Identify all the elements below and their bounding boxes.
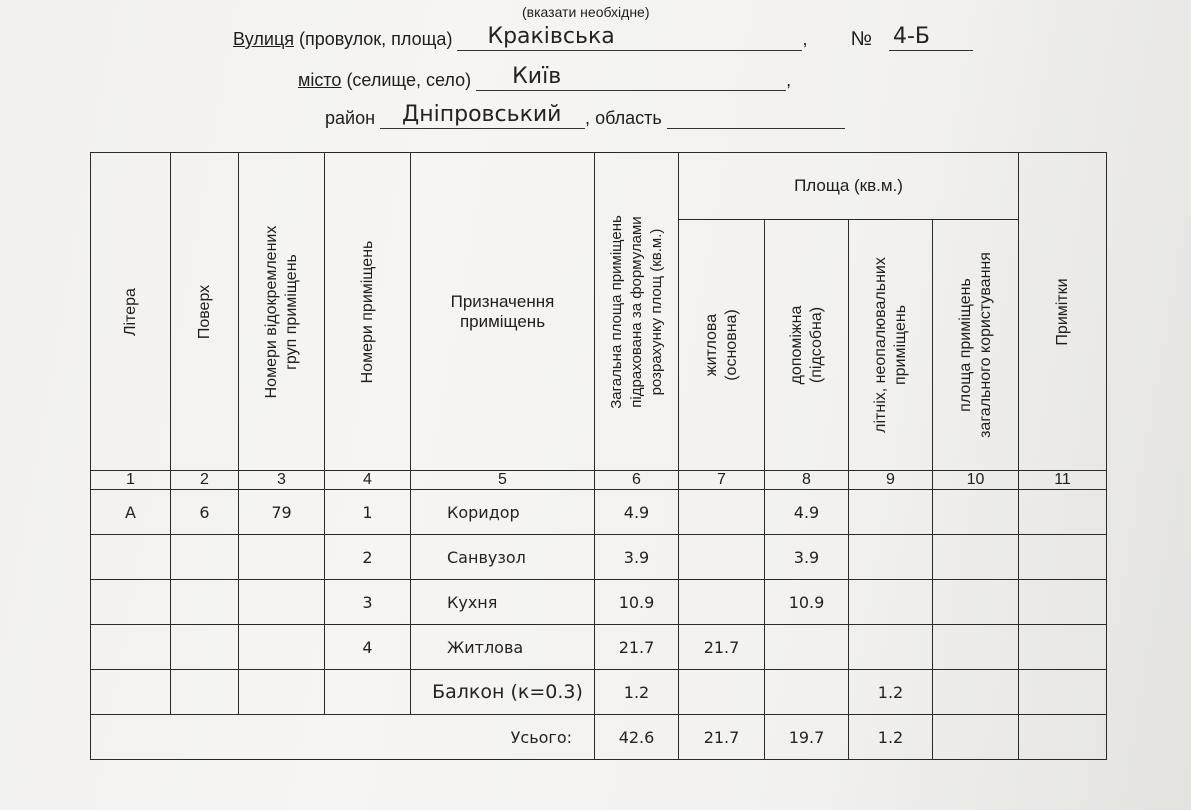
cell-floor — [171, 625, 239, 670]
col-header-litera: Літера — [91, 153, 171, 471]
total-summer: 1.2 — [849, 715, 933, 760]
total-area: 42.6 — [595, 715, 679, 760]
cell-group — [239, 625, 325, 670]
col-number: 11 — [1019, 471, 1107, 490]
cell-auxiliary: 3.9 — [765, 535, 849, 580]
cell-total: 10.9 — [595, 580, 679, 625]
cell-auxiliary — [765, 670, 849, 715]
street-label-rest: (провулок, площа) — [294, 29, 453, 49]
cell-purpose: Кухня — [411, 580, 595, 625]
col-number: 5 — [411, 471, 595, 490]
col-number: 10 — [933, 471, 1019, 490]
col-number: 1 — [91, 471, 171, 490]
cell-group — [239, 535, 325, 580]
total-label: Усього: — [91, 715, 595, 760]
col-header-living: житлова (основна) — [679, 220, 765, 471]
city-field — [476, 64, 786, 91]
cell-litera — [91, 535, 171, 580]
cell-total: 4.9 — [595, 490, 679, 535]
col-header-common: площа приміщень загального користування — [933, 220, 1019, 471]
table-row — [91, 625, 1107, 670]
cell-auxiliary — [765, 625, 849, 670]
street-field — [457, 24, 802, 51]
table-row — [91, 670, 1107, 715]
col-number: 6 — [595, 471, 679, 490]
cell-living — [679, 580, 765, 625]
total-living: 21.7 — [679, 715, 765, 760]
col-number: 2 — [171, 471, 239, 490]
cell-auxiliary: 4.9 — [765, 490, 849, 535]
cell-living — [679, 535, 765, 580]
cell-total: 3.9 — [595, 535, 679, 580]
city-line: місто (селище, село) Київ , — [298, 64, 792, 90]
col-number: 4 — [325, 471, 411, 490]
cell-purpose: Коридор — [411, 490, 595, 535]
cell-notes — [1019, 490, 1107, 535]
cell-purpose: Санвузол — [411, 535, 595, 580]
col-header-notes: Примітки — [1019, 153, 1107, 471]
cell-room: 1 — [325, 490, 411, 535]
cell-summer — [849, 490, 933, 535]
district-value: Дніпровський — [402, 102, 562, 127]
cell-floor: 6 — [171, 490, 239, 535]
col-number: 3 — [239, 471, 325, 490]
col-header-area-group: Площа (кв.м.) — [679, 153, 1019, 220]
district-line: район Дніпровський , область — [325, 106, 845, 129]
cell-common — [933, 580, 1019, 625]
cell-summer — [849, 580, 933, 625]
column-numbers-row — [91, 471, 1107, 490]
region-label: область — [595, 108, 662, 128]
cell-room — [325, 670, 411, 715]
city-value: Київ — [512, 64, 562, 89]
total-notes — [1019, 715, 1107, 760]
cell-floor — [171, 535, 239, 580]
header-note: (вказати необхідне) — [522, 4, 650, 20]
cell-floor — [171, 670, 239, 715]
district-field — [380, 102, 585, 129]
cell-notes — [1019, 670, 1107, 715]
col-header-room-numbers: Номери приміщень — [325, 153, 411, 471]
col-header-auxiliary: допоміжна (підсобна) — [765, 220, 849, 471]
col-header-purpose: Призначення приміщень — [411, 153, 595, 471]
cell-room: 4 — [325, 625, 411, 670]
col-header-group-numbers: Номери відокремлених груп приміщень — [239, 153, 325, 471]
cell-floor — [171, 580, 239, 625]
cell-total: 1.2 — [595, 670, 679, 715]
col-header-floor: Поверх — [171, 153, 239, 471]
cell-notes — [1019, 535, 1107, 580]
cell-summer — [849, 625, 933, 670]
cell-common — [933, 535, 1019, 580]
cell-group — [239, 670, 325, 715]
cell-living — [679, 490, 765, 535]
cell-room: 3 — [325, 580, 411, 625]
district-label: район — [325, 108, 376, 128]
cell-group — [239, 580, 325, 625]
col-number: 7 — [679, 471, 765, 490]
cell-auxiliary: 10.9 — [765, 580, 849, 625]
cell-litera: А — [91, 490, 171, 535]
col-number: 9 — [849, 471, 933, 490]
cell-litera — [91, 580, 171, 625]
rooms-table — [90, 152, 1107, 760]
table-row — [91, 490, 1107, 535]
cell-living — [679, 670, 765, 715]
city-label-rest: (селище, село) — [341, 70, 472, 90]
cell-room: 2 — [325, 535, 411, 580]
cell-common — [933, 670, 1019, 715]
cell-litera — [91, 625, 171, 670]
cell-common — [933, 625, 1019, 670]
cell-purpose: Балкон (к=0.3) — [411, 670, 595, 715]
cell-living: 21.7 — [679, 625, 765, 670]
cell-total: 21.7 — [595, 625, 679, 670]
cell-group: 79 — [239, 490, 325, 535]
cell-notes — [1019, 580, 1107, 625]
col-header-summer: літніх, неопалювальних приміщень — [849, 220, 933, 471]
table-row — [91, 535, 1107, 580]
region-field — [667, 106, 845, 129]
total-row — [91, 715, 1107, 760]
total-common — [933, 715, 1019, 760]
cell-common — [933, 490, 1019, 535]
table-row — [91, 580, 1107, 625]
street-label: Вулиця — [233, 29, 295, 49]
cell-summer: 1.2 — [849, 670, 933, 715]
col-header-total-area: Загальна площа приміщень підрахована за формулами розрахунку площ (кв.м.) — [595, 153, 679, 471]
cell-notes — [1019, 625, 1107, 670]
street-value: Краківська — [487, 24, 615, 49]
col-number: 8 — [765, 471, 849, 490]
city-label: місто — [298, 70, 342, 90]
cell-purpose: Житлова — [411, 625, 595, 670]
house-number-value: 4-Б — [892, 24, 930, 49]
street-line: Вулиця (провулок, площа) Краківська , № 4-Б — [233, 28, 973, 51]
cell-summer — [849, 535, 933, 580]
house-number-label: № — [850, 28, 872, 50]
cell-litera — [91, 670, 171, 715]
total-auxiliary: 19.7 — [765, 715, 849, 760]
house-number-field — [889, 24, 973, 51]
